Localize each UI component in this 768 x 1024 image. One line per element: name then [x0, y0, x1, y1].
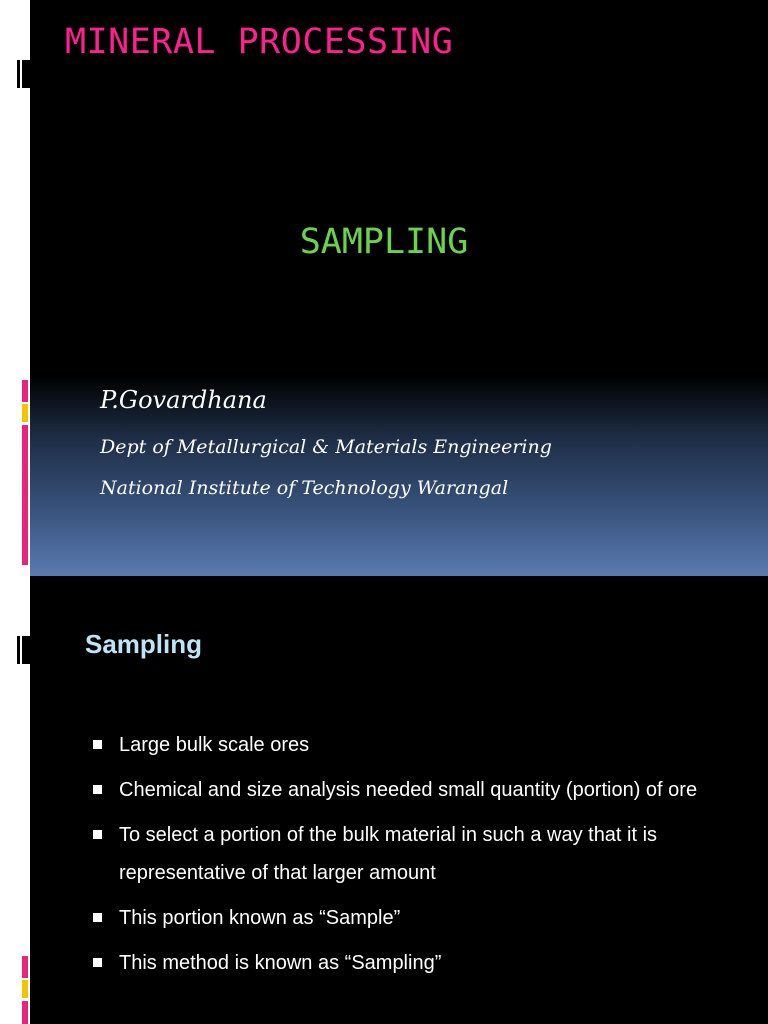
slide-edge-mark [17, 636, 30, 664]
bullet-item [90, 726, 760, 764]
bullet-text: Large bulk scale ores [119, 734, 310, 756]
bullet-text: Chemical and size analysis needed small quantity (portion) of ore [119, 779, 698, 801]
bullet-item [90, 816, 760, 892]
content-slide [30, 576, 768, 1024]
bullet-item [90, 944, 760, 982]
accent-stripe-pink [22, 380, 28, 402]
bullet-text: To select a portion of the bulk material in such a way that it is representative of that larger amount [119, 824, 658, 884]
author-name: P.Govardhana [100, 386, 267, 414]
bullet-item [90, 899, 760, 937]
department-name: Dept of Metallurgical & Materials Engineering [100, 436, 552, 458]
slide-heading: Sampling [85, 629, 203, 659]
slide-edge-mark [17, 60, 30, 88]
accent-stripe-pink [22, 956, 28, 978]
square-bullet-icon [93, 958, 102, 967]
slide-subtitle: SAMPLING [299, 222, 469, 262]
accent-stripe-pink [22, 1001, 28, 1024]
bullet-item [90, 771, 760, 809]
square-bullet-icon [93, 913, 102, 922]
accent-stripe-yellow [22, 404, 28, 422]
title-slide [30, 0, 768, 576]
slide-title: MINERAL PROCESSING [65, 22, 454, 62]
slide-edge-mark-gap [20, 60, 22, 88]
institute-name: National Institute of Technology Warangal [100, 477, 509, 499]
bullet-list [90, 726, 760, 989]
bullet-text: This portion known as “Sample” [119, 907, 401, 929]
bullet-text: This method is known as “Sampling” [119, 952, 442, 974]
accent-stripe-yellow [22, 980, 28, 998]
accent-stripe-pink [22, 425, 28, 565]
square-bullet-icon [93, 785, 102, 794]
square-bullet-icon [93, 740, 102, 749]
square-bullet-icon [93, 830, 102, 839]
slide-edge-mark-gap [20, 636, 22, 664]
